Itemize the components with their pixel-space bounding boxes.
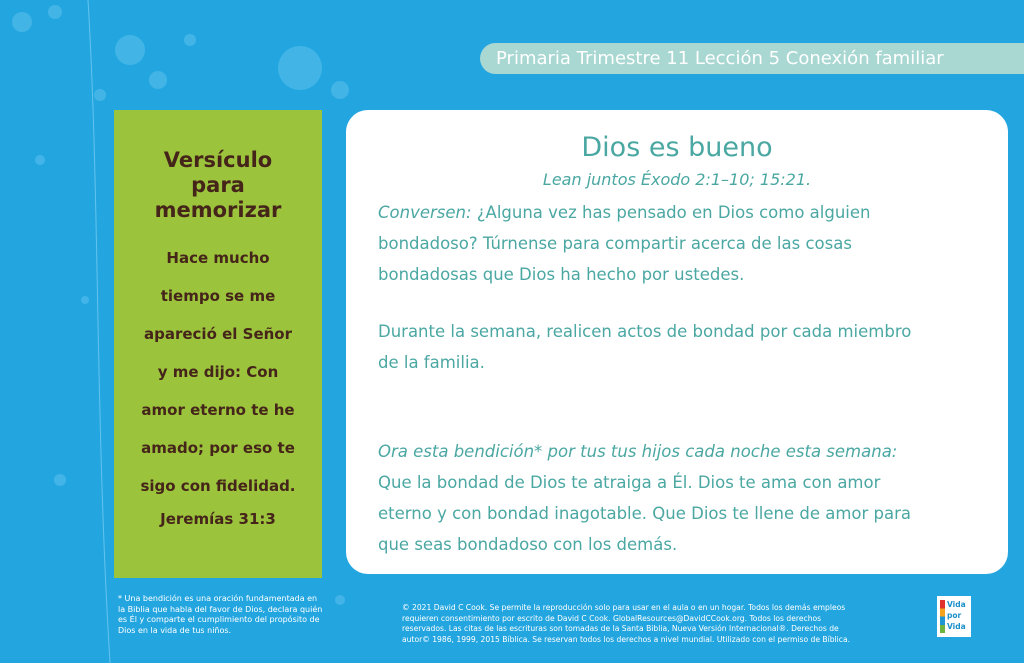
logo-text-line: por: [947, 611, 962, 620]
prayer-line: que seas bondadoso con los demás.: [378, 535, 678, 554]
logo-text-line: Vida: [947, 600, 966, 609]
memory-verse-line: apareció el Señor: [143, 325, 292, 343]
scripture-reading: Lean juntos Éxodo 2:1–10; 15:21.: [542, 170, 812, 189]
converse-line: bondadoso? Túrnense para compartir acerca de las cosas: [378, 234, 852, 253]
copyright-line: reservados. Las citas de las escrituras son tomadas de la Santa Biblia, Nueva Versión Internacional®. Derechos de: [402, 624, 839, 633]
memory-verse-heading-line: Versículo: [163, 148, 273, 172]
vida-por-vida-logo: [937, 596, 971, 637]
memory-verse-line: amado; por eso te: [141, 439, 295, 457]
converse-paragraph: [378, 197, 988, 290]
copyright-line: requieren consentimiento por escrito de David C Cook. GlobalResources@DavidCCook.org. Todos los derechos: [402, 613, 822, 623]
footnote-line: Dios en la vida de tus niños.: [118, 625, 232, 635]
copyright-notice: [402, 603, 932, 645]
week-activity-paragraph: [378, 316, 988, 378]
memory-verse-line: tiempo se me: [160, 287, 276, 305]
logo-text: [947, 599, 966, 632]
prayer-line: Que la bondad de Dios te atraiga a Él. Dios te ama con amor: [378, 473, 881, 492]
lesson-banner: [480, 43, 1024, 74]
converse-line: ¿Alguna vez has pensado en Dios como alguien: [471, 203, 871, 222]
footnote-line: es Él y comparte el cumplimiento del propósito de: [118, 615, 320, 624]
blessing-footnote: [118, 594, 328, 636]
prayer-paragraph: [378, 436, 988, 560]
memory-verse-line: y me dijo: Con: [157, 363, 279, 381]
memory-verse-reference: Jeremías 31:3: [160, 510, 276, 528]
memory-verse-text: [114, 244, 322, 510]
lesson-banner-title: Primaria Trimestre 11 Lección 5 Conexión familiar: [496, 48, 944, 69]
week-activity-line: de la familia.: [378, 353, 485, 372]
logo-text-line: Vida: [947, 622, 966, 631]
footnote-line: la Biblia que habla del favor de Dios, declara quién: [118, 604, 323, 614]
converse-line: bondadosas que Dios ha hecho por ustedes.: [378, 265, 745, 284]
footnote-line: * Una bendición es una oración fundamentada en: [118, 594, 318, 603]
memory-verse-heading: [114, 148, 322, 223]
logo-stripe-icon: [940, 600, 945, 633]
memory-verse-card: [114, 110, 322, 578]
memory-verse-heading-line: para: [191, 173, 245, 197]
memory-verse-line: sigo con fidelidad.: [140, 477, 296, 495]
memory-verse-line: amor eterno te he: [141, 401, 295, 419]
prayer-intro: Ora esta bendición* por tus tus hijos cada noche esta semana:: [378, 442, 898, 461]
memory-verse-heading-line: memorizar: [154, 198, 282, 222]
copyright-line: © 2021 David C Cook. Se permite la reproducción solo para usar en el aula o en un hogar. Todos los demás empleos: [402, 603, 846, 612]
family-connection-card: [346, 110, 1008, 574]
copyright-line: autor© 1986, 1999, 2015 Bíblica. Se reservan todos los derechos a nivel mundial. Utilizado con el permiso de Bíblica.: [402, 634, 851, 644]
converse-label: Conversen:: [378, 203, 472, 222]
memory-verse-line: Hace mucho: [166, 249, 270, 267]
page-title: Dios es bueno: [581, 132, 773, 163]
week-activity-line: Durante la semana, realicen actos de bondad por cada miembro: [378, 322, 912, 341]
prayer-line: eterno y con bondad inagotable. Que Dios te llene de amor para: [378, 504, 912, 523]
